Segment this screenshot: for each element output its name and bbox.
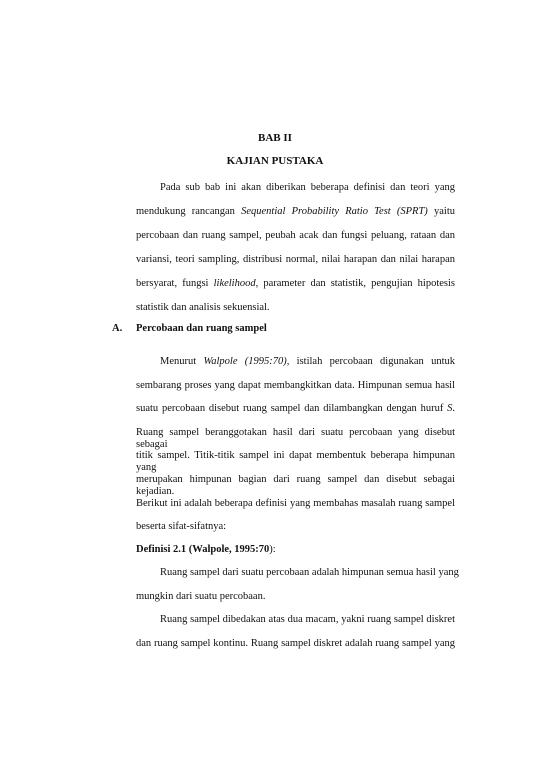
section-a-marker: A. xyxy=(112,323,123,334)
text-line xyxy=(160,182,455,194)
text-run: mendukung rancangan xyxy=(136,205,242,217)
text-line xyxy=(136,521,226,533)
italic-term: Sequential Probability Ratio Test (SPRT) xyxy=(241,205,428,217)
text-line xyxy=(136,380,455,392)
chapter-number: BAB II xyxy=(258,132,292,144)
italic-term: S xyxy=(447,403,453,415)
text-run: suatu percobaan disebut ruang sampel dan dilambangkan dengan huruf xyxy=(136,403,448,415)
text-run: dan ruang sampel kontinu. Ruang sampel diskret adalah ruang sampel yang xyxy=(136,638,455,649)
text-line xyxy=(136,230,455,242)
chapter-title: KAJIAN PUSTAKA xyxy=(226,155,324,167)
italic-term: likelihood xyxy=(213,277,256,289)
text-line xyxy=(136,638,455,650)
text-run: Ruang sampel dibedakan atas dua macam, yakni ruang sampel diskret xyxy=(160,614,455,625)
text-run: istilah percobaan digunakan untuk xyxy=(289,356,455,367)
text-line xyxy=(136,302,270,314)
text-line xyxy=(136,254,455,266)
definition-heading xyxy=(136,544,276,556)
text-run: statistik dan analisis sekuensial. xyxy=(136,301,270,313)
text-run: Berikut ini adalah beberapa definisi yang membahas masalah ruang sampel xyxy=(136,497,455,509)
text-run: percobaan dan ruang sampel, peubah acak dan fungsi peluang, rataan dan xyxy=(136,229,455,241)
text-run: merupakan himpunan bagian dari ruang sampel dan disebut sebagai kejadian. xyxy=(136,474,455,497)
text-line xyxy=(136,498,455,510)
text-run: yaitu xyxy=(427,205,455,217)
text-line xyxy=(136,278,455,290)
text-line xyxy=(136,591,265,603)
text-run: sembarang proses yang dapat membangkitkan data. Himpunan semua hasil xyxy=(136,379,455,391)
text-line xyxy=(136,427,455,451)
text-line xyxy=(160,614,455,626)
text-line xyxy=(160,567,459,579)
text-line xyxy=(136,206,455,218)
text-line xyxy=(136,403,455,415)
text-run: variansi, teori sampling, distribusi normal, nilai harapan dan nilai harapan xyxy=(136,253,455,265)
text-run: Menurut xyxy=(160,356,204,367)
text-run: titik sampel. Titik-titik sampel ini dapat membentuk beberapa himpunan yang xyxy=(136,450,455,474)
text-run: , parameter dan statistik, pengujian hipotesis xyxy=(255,277,456,289)
text-run: beserta sifat-sifatnya: xyxy=(136,521,227,533)
definition-label: Definisi 2.1 (Walpole, 1995:70 xyxy=(136,544,270,555)
italic-term: Walpole (1995:70), xyxy=(203,356,290,367)
text-run: Ruang sampel beranggotakan hasil dari suatu percobaan yang disebut sebagai xyxy=(136,426,455,450)
text-line xyxy=(136,450,455,474)
text-run: bersyarat, fungsi xyxy=(136,277,214,289)
text-run: mungkin dari suatu percobaan. xyxy=(136,590,266,602)
section-a-title: Percobaan dan ruang sampel xyxy=(136,323,267,334)
text-run: Pada sub bab ini akan diberikan beberapa definisi dan teori yang xyxy=(160,182,455,193)
text-run: Ruang sampel dari suatu percobaan adalah himpunan semua hasil yang xyxy=(160,567,459,578)
definition-close: ): xyxy=(269,544,276,555)
text-line xyxy=(160,356,455,368)
text-line xyxy=(136,474,455,498)
text-run: . xyxy=(452,403,455,415)
